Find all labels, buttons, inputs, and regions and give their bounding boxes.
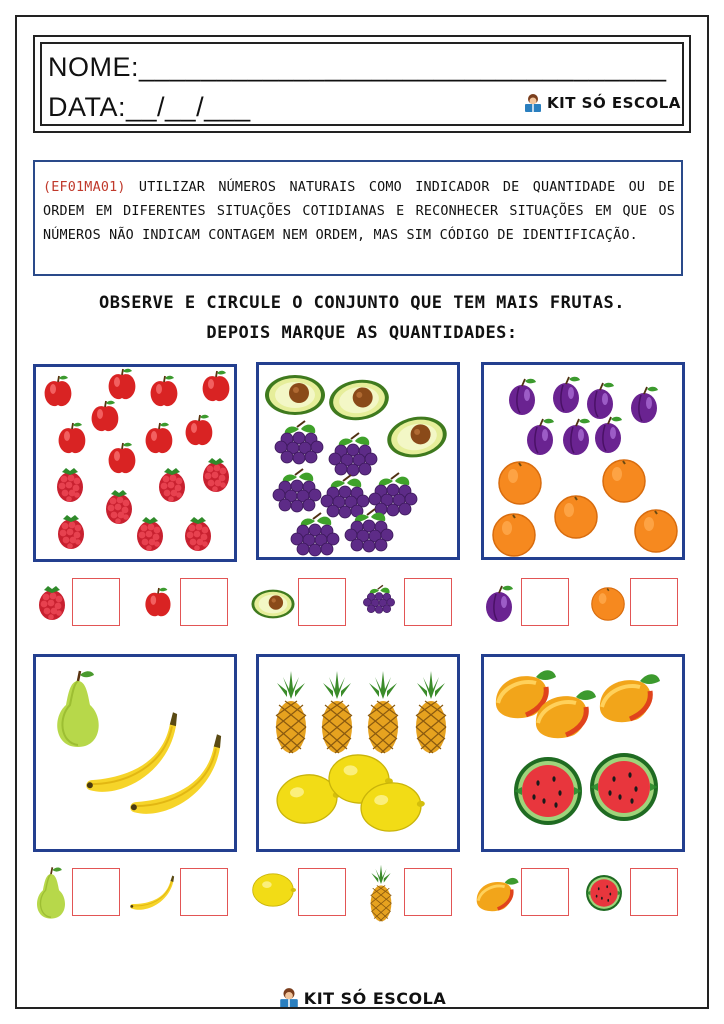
pineapple-icon (364, 864, 398, 922)
reading-kid-icon (523, 93, 543, 113)
pear-icon (32, 866, 70, 920)
answer-box-orange[interactable] (630, 578, 678, 626)
fruit-set-panel[interactable] (481, 362, 685, 560)
bncc-text: UTILIZAR NÚMEROS NATURAIS COMO INDICADOR DE QUANTIDADE OU DE ORDEM EM DIFERENTES SITUAÇÕES COTIDIANAS E RECONHECER SITUAÇÕES EM QUE OS NÚMEROS NÃO INDICAM CONTAGEM NEM ORDEM, MAS SIM CÓDIGO DE IDENTIFICAÇÃO. (43, 180, 675, 243)
answer-box-avocado[interactable] (298, 578, 346, 626)
bncc-code: (EF01MA01) (43, 180, 126, 195)
plum-icon (482, 584, 516, 622)
grapes-icon (362, 584, 396, 618)
fruit-set-panel[interactable] (33, 654, 237, 852)
footer-brand-text: KIT SÓ ESCOLA (303, 988, 447, 1008)
name-field[interactable]: NOME:__________________________________ (48, 52, 667, 82)
answer-box-pineapple[interactable] (404, 868, 452, 916)
answer-box-mango[interactable] (521, 868, 569, 916)
fruit-set-panel[interactable] (256, 654, 460, 852)
answer-box-raspberry[interactable] (72, 578, 120, 626)
instructions (0, 288, 724, 348)
footer-brand (278, 987, 446, 1009)
instruction-line-2: DEPOIS MARQUE AS QUANTIDADES: (206, 323, 518, 343)
header-brand (523, 93, 681, 113)
footer (0, 987, 724, 1009)
lemon-icon (250, 870, 296, 910)
answer-box-banana[interactable] (180, 868, 228, 916)
raspberry-icon (34, 583, 70, 623)
orange-icon (591, 587, 625, 621)
bncc-box (33, 160, 683, 276)
fruit-set-image (484, 657, 682, 849)
fruit-set-image (484, 365, 682, 557)
fruit-set-panel[interactable] (33, 364, 237, 562)
watermelon-icon (585, 874, 623, 912)
answer-box-pear[interactable] (72, 868, 120, 916)
reading-kid-icon (278, 987, 300, 1009)
mango-icon (474, 874, 520, 912)
avocado-icon (250, 588, 296, 620)
brand-text: KIT SÓ ESCOLA (547, 94, 681, 112)
footer-underline (270, 1007, 458, 1008)
answer-box-watermelon[interactable] (630, 868, 678, 916)
instruction-line-1: OBSERVE E CIRCULE O CONJUNTO QUE TEM MAIS FRUTAS. (98, 293, 625, 313)
banana-icon (130, 870, 176, 916)
date-field[interactable]: DATA:__/__/___ (48, 92, 251, 122)
answer-box-lemon[interactable] (298, 868, 346, 916)
fruit-set-image (36, 367, 234, 559)
fruit-set-image (259, 657, 457, 849)
raspberry-group (57, 390, 229, 551)
answer-box-apple[interactable] (180, 578, 228, 626)
fruit-set-panel[interactable] (481, 654, 685, 852)
bncc-paragraph (43, 176, 675, 248)
answer-box-grapes[interactable] (404, 578, 452, 626)
fruit-set-image (259, 365, 457, 557)
answer-box-plum[interactable] (521, 578, 569, 626)
apple-icon (143, 586, 173, 620)
fruit-set-panel[interactable] (256, 362, 460, 560)
fruit-set-image (36, 657, 234, 849)
